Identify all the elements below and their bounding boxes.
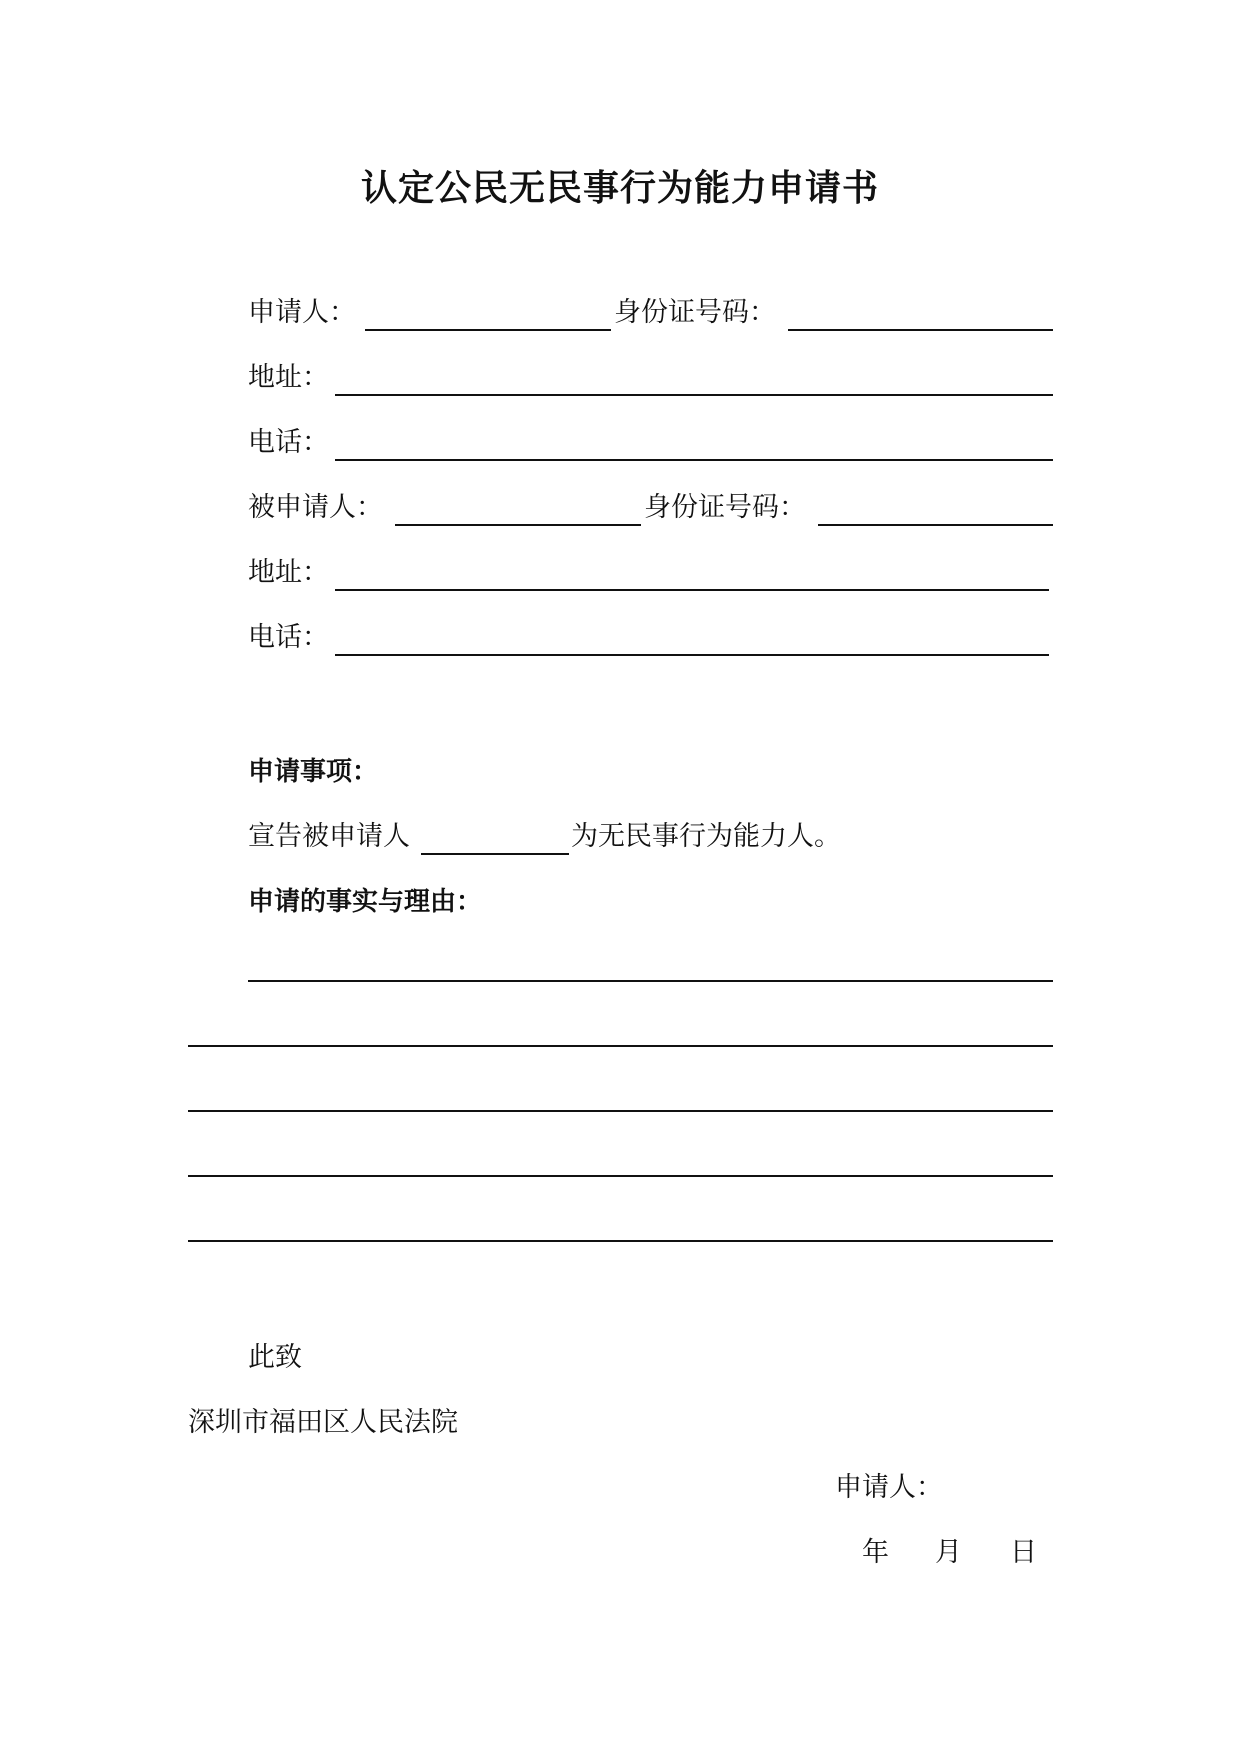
- respondent-name-field[interactable]: [395, 524, 641, 526]
- applicant-address-label: 地址：: [248, 362, 329, 393]
- respondent-address-label: 地址：: [248, 557, 329, 588]
- applicant-name-label: 申请人：: [248, 297, 356, 328]
- request-text-before: 宣告被申请人: [248, 821, 410, 852]
- reasons-line-2[interactable]: [188, 1045, 1053, 1047]
- request-text-after: 为无民事行为能力人。: [571, 821, 841, 852]
- reasons-line-5[interactable]: [188, 1240, 1053, 1242]
- court-name: 深圳市福田区人民法院: [188, 1407, 458, 1438]
- date-day: 日: [1010, 1537, 1037, 1568]
- salutation: 此致: [248, 1342, 302, 1373]
- date-month: 月: [935, 1537, 962, 1568]
- respondent-address-field[interactable]: [335, 589, 1049, 591]
- applicant-phone-field[interactable]: [335, 459, 1053, 461]
- applicant-name-field[interactable]: [365, 329, 611, 331]
- respondent-phone-field[interactable]: [335, 654, 1049, 656]
- reasons-line-3[interactable]: [188, 1110, 1053, 1112]
- respondent-phone-label: 电话：: [248, 622, 329, 653]
- request-respondent-field[interactable]: [421, 853, 569, 855]
- request-heading: 申请事项：: [248, 757, 379, 787]
- document-title: 认定公民无民事行为能力申请书: [360, 168, 879, 209]
- signature-label: 申请人：: [835, 1472, 943, 1503]
- applicant-id-label: 身份证号码：: [614, 297, 776, 328]
- reasons-line-4[interactable]: [188, 1175, 1053, 1177]
- respondent-id-label: 身份证号码：: [644, 492, 806, 523]
- reasons-heading: 申请的事实与理由：: [248, 887, 483, 917]
- applicant-address-field[interactable]: [335, 394, 1053, 396]
- applicant-id-field[interactable]: [788, 329, 1053, 331]
- date-year: 年: [862, 1537, 889, 1568]
- applicant-phone-label: 电话：: [248, 427, 329, 458]
- respondent-name-label: 被申请人：: [248, 492, 383, 523]
- respondent-id-field[interactable]: [818, 524, 1053, 526]
- reasons-line-1[interactable]: [248, 980, 1053, 982]
